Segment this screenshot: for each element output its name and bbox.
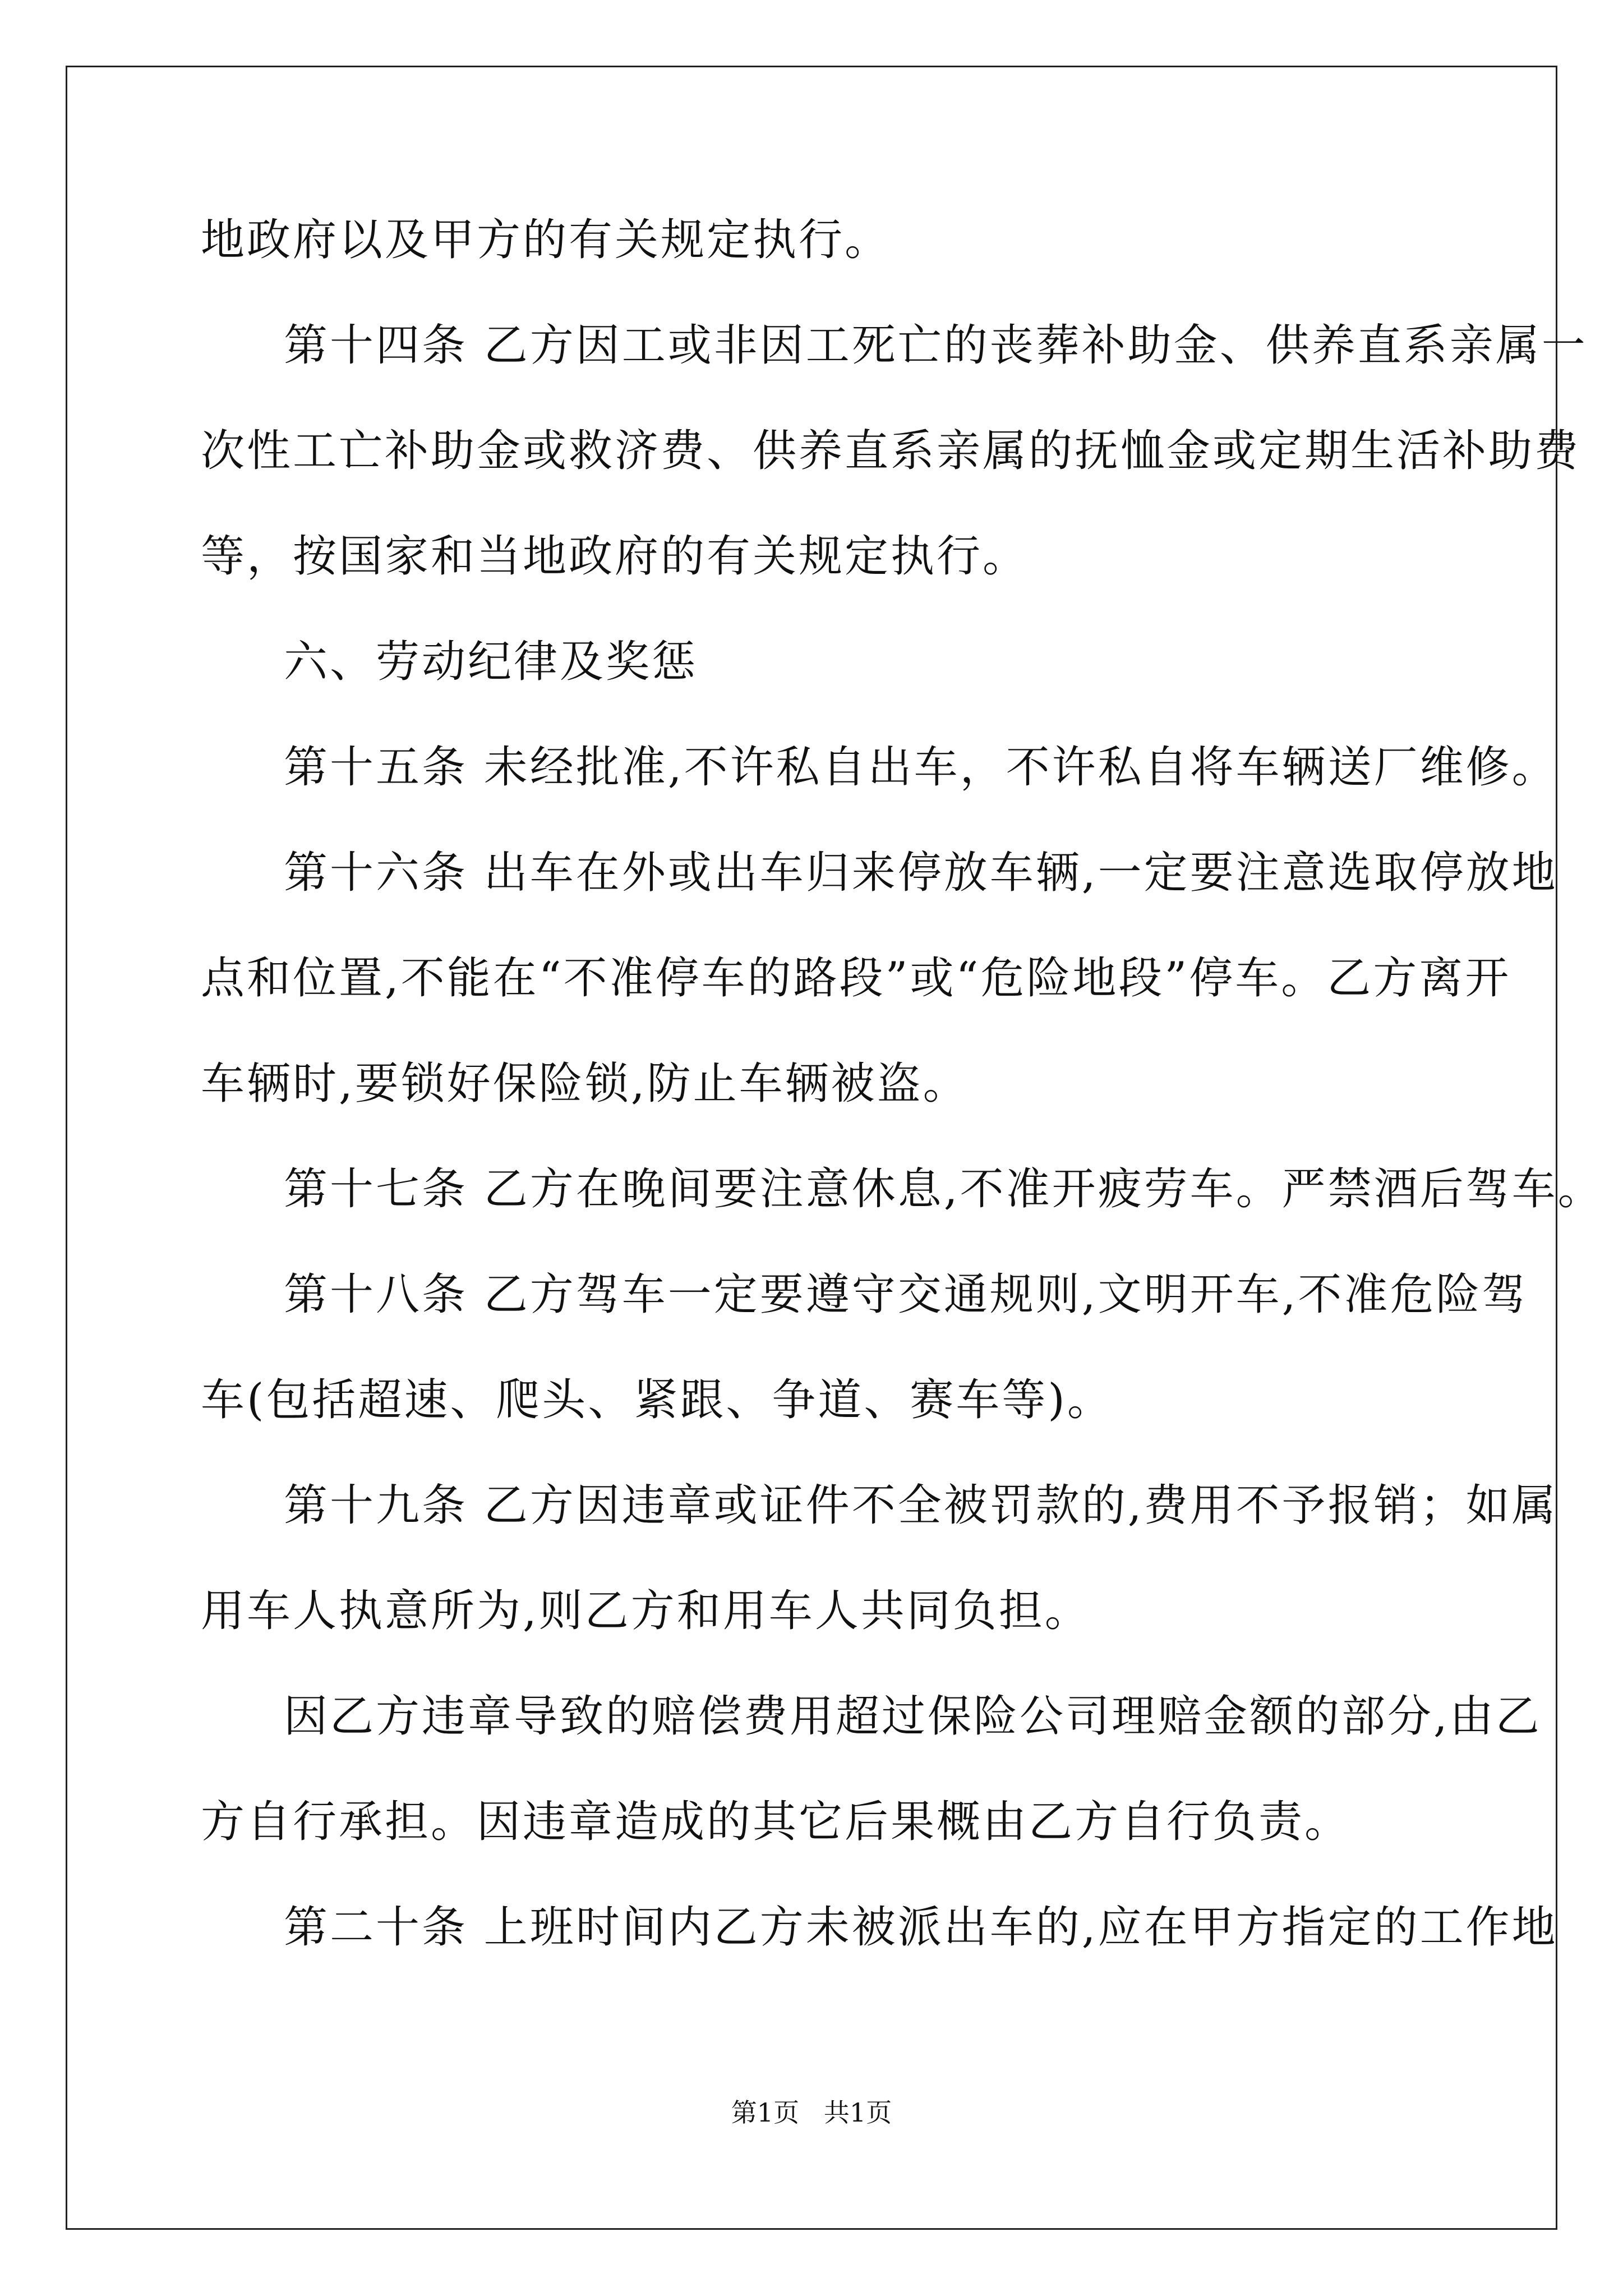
text-line-article-14: 第十四条 乙方因工或非因工死亡的丧葬补助金、供养直系亲属一	[284, 320, 1588, 371]
text-line: 地政府以及甲方的有关规定执行。	[201, 215, 891, 265]
page-footer: 第1页 共1页	[731, 2097, 892, 2128]
text-line-article-17: 第十七条 乙方在晚间要注意休息,不准开疲劳车。严禁酒后驾车。	[284, 1164, 1604, 1214]
text-line-article-18: 第十八条 乙方驾车一定要遵守交通规则,文明开车,不准危险驾	[284, 1269, 1528, 1320]
text-line: 点和位置,不能在“不准停车的路段”或“危险地段”停车。乙方离开	[201, 953, 1511, 1004]
section-heading: 六、劳动纪律及奖惩	[284, 637, 698, 687]
text-line: 因乙方违章导致的赔偿费用超过保险公司理赔金额的部分,由乙	[284, 1691, 1542, 1742]
text-line-article-19: 第十九条 乙方因违章或证件不全被罚款的,费用不予报销；如属	[284, 1480, 1558, 1531]
text-line: 车辆时,要锁好保险锁,防止车辆被盗。	[201, 1059, 969, 1109]
text-line-article-16: 第十六条 出车在外或出车归来停放车辆,一定要注意选取停放地	[284, 848, 1558, 898]
text-line-article-20: 第二十条 上班时间内乙方未被派出车的,应在甲方指定的工作地	[284, 1902, 1558, 1953]
text-line: 次性工亡补助金或救济费、供养直系亲属的抚恤金或定期生活补助费	[201, 426, 1581, 476]
text-line: 用车人执意所为,则乙方和用车人共同负担。	[201, 1586, 1091, 1636]
text-line: 车(包括超速、爬头、紧跟、争道、赛车等)。	[201, 1375, 1113, 1425]
text-line-article-15: 第十五条 未经批准,不许私自出车，不许私自将车辆送厂维修。	[284, 742, 1558, 793]
text-line: 等，按国家和当地政府的有关规定执行。	[201, 531, 1029, 582]
text-line: 方自行承担。因违章造成的其它后果概由乙方自行负责。	[201, 1797, 1351, 1847]
